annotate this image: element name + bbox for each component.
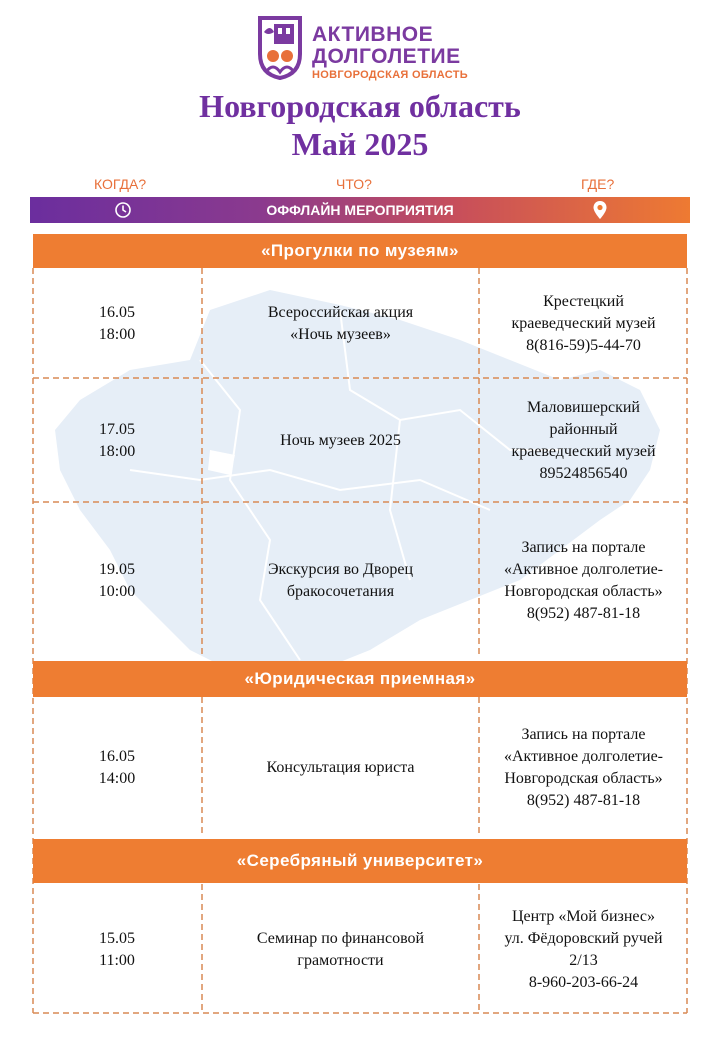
event-title — [203, 699, 478, 837]
location-line: Запись на портале — [521, 726, 646, 743]
page-subtitle-month: Май 2025 — [291, 126, 429, 162]
event-datetime — [33, 699, 201, 837]
location-phone: 89524856540 — [539, 465, 628, 482]
event-location — [480, 504, 687, 658]
logo-text-line3: НОВГОРОДСКАЯ ОБЛАСТЬ — [312, 69, 468, 81]
location-line: «Активное долголетие- — [503, 748, 664, 765]
event-location — [480, 270, 687, 378]
location-line: краеведческий музей — [511, 315, 656, 332]
location-line: ул. Фёдоровский ручей — [504, 929, 663, 947]
section-header-silver-university: «Серебряный университет» — [33, 839, 687, 883]
event-date: 16.05 — [99, 748, 135, 765]
logo-emblem-icon — [256, 14, 304, 80]
event-time: 18:00 — [98, 443, 136, 460]
event-datetime — [33, 504, 201, 658]
offline-events-banner — [30, 197, 690, 223]
event-date: 19.05 — [99, 561, 135, 578]
logo-text-line1: АКТИВНОЕ — [312, 23, 434, 46]
event-date: 17.05 — [99, 421, 135, 438]
location-line: Новгородская область» — [504, 770, 663, 787]
event-title-line: Ночь музеев 2025 — [280, 432, 401, 449]
event-title-line: Семинар по финансовой — [256, 929, 425, 947]
event-datetime — [33, 270, 201, 378]
logo-text-line2: ДОЛГОЛЕТИЕ — [312, 45, 461, 68]
event-title-line: Всероссийская акция — [267, 304, 414, 321]
event-title-line: Экскурсия во Дворец — [267, 561, 414, 578]
location-line: Крестецкий — [543, 293, 624, 310]
column-header-where: ГДЕ? — [581, 176, 615, 192]
event-title — [203, 270, 478, 378]
column-header-when: КОГДА? — [94, 176, 147, 192]
event-location — [480, 380, 687, 502]
location-phone: 8(816-59)5-44-70 — [526, 337, 641, 354]
location-line: краеведческий музей — [511, 443, 656, 460]
location-line: «Активное долголетие- — [503, 561, 664, 578]
event-title — [203, 886, 478, 1013]
column-header-what: ЧТО? — [336, 176, 372, 192]
event-title-line: Консультация юриста — [266, 759, 415, 776]
event-datetime — [33, 380, 201, 502]
event-time: 10:00 — [98, 583, 136, 600]
location-line: 2/13 — [569, 951, 598, 969]
event-time: 18:00 — [98, 326, 136, 343]
event-title-line: «Ночь музеев» — [290, 326, 391, 343]
location-line: районный — [549, 421, 618, 438]
location-line: Запись на портале — [521, 539, 646, 556]
event-date: 15.05 — [99, 929, 135, 947]
location-line: Центр «Мой бизнес» — [512, 907, 655, 925]
location-line: Маловишерский — [527, 399, 640, 416]
section-header-legal: «Юридическая приемная» — [33, 661, 687, 697]
section-header-museums: «Прогулки по музеям» — [33, 234, 687, 268]
event-title — [203, 380, 478, 502]
event-title — [203, 504, 478, 658]
event-title-line: грамотности — [297, 951, 384, 969]
active-longevity-logo — [256, 12, 476, 84]
location-line: Новгородская область» — [504, 583, 663, 600]
event-location — [480, 699, 687, 837]
location-phone: 8(952) 487-81-18 — [526, 605, 641, 622]
event-datetime — [33, 886, 201, 1013]
event-location — [480, 886, 687, 1013]
event-date: 16.05 — [99, 304, 135, 321]
location-phone: 8(952) 487-81-18 — [526, 792, 641, 809]
event-time: 11:00 — [99, 951, 135, 969]
banner-label: ОФФЛАЙН МЕРОПРИЯТИЯ — [266, 202, 454, 218]
location-phone: 8-960-203-66-24 — [528, 973, 639, 991]
page-title: Новгородская область — [199, 88, 521, 124]
location-pin-icon — [592, 200, 608, 220]
event-title-line: бракосочетания — [286, 583, 395, 600]
event-time: 14:00 — [98, 770, 136, 787]
